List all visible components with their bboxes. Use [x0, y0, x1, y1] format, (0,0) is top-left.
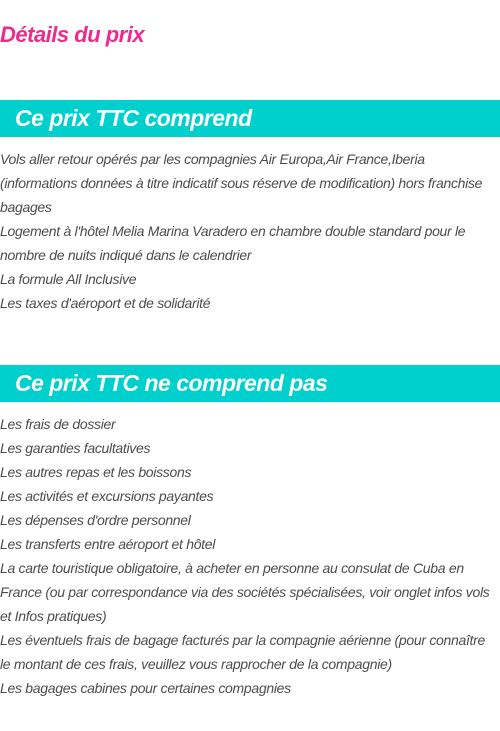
included-list: [0, 147, 497, 315]
list-item: La carte touristique obligatoire, à acheter en personne au consulat de Cuba en France (ou par correspondance via des sociétés spécialisées, voir onglet infos vols et Infos pratiques): [0, 560, 490, 624]
list-item: Les autres repas et les boissons: [0, 464, 192, 480]
page-title: Détails du prix: [0, 22, 145, 47]
list-item: Logement à l'hôtel Melia Marina Varadero en chambre double standard pour le nombre de nuits indiqué dans le calendrier: [0, 223, 466, 263]
excluded-list: [0, 412, 497, 700]
list-item: Vols aller retour opérés par les compagnies Air Europa,Air France,Iberia (informations données à titre indicatif sous réserve de modification) hors franchise bagages: [0, 151, 483, 215]
list-item: Les frais de dossier: [0, 416, 116, 432]
excluded-section-heading: Ce prix TTC ne comprend pas: [0, 365, 500, 402]
list-item: Les taxes d'aéroport et de solidarité: [0, 295, 211, 311]
included-section-heading: Ce prix TTC comprend: [0, 100, 500, 137]
list-item: Les activités et excursions payantes: [0, 488, 214, 504]
list-item: Les bagages cabines pour certaines compagnies: [0, 680, 291, 696]
list-item: La formule All Inclusive: [0, 271, 137, 287]
list-item: Les dépenses d'ordre personnel: [0, 512, 191, 528]
list-item: Les éventuels frais de bagage facturés par la compagnie aérienne (pour connaître le montant de ces frais, veuillez vous rapprocher de la compagnie): [0, 632, 485, 672]
list-item: Les transferts entre aéroport et hôtel: [0, 536, 216, 552]
list-item: Les garanties facultatives: [0, 440, 151, 456]
